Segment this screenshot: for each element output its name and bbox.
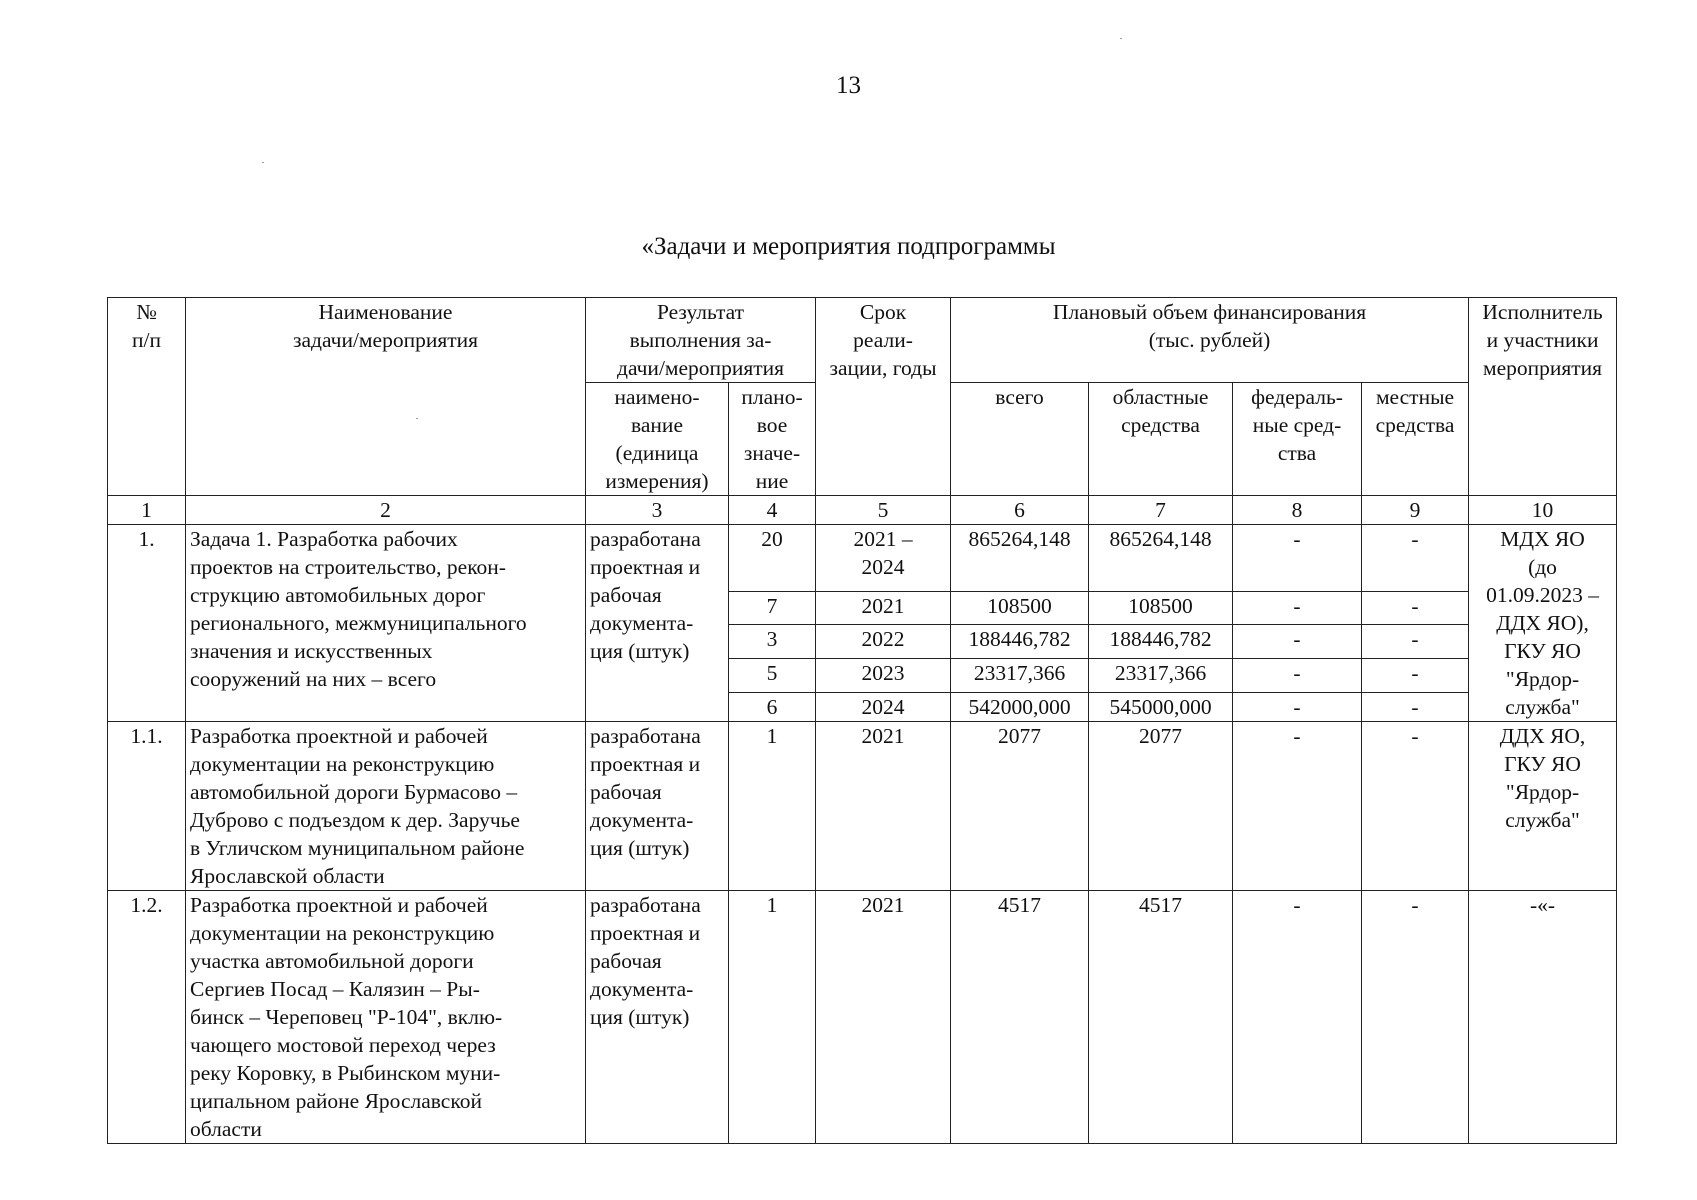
task-executor: МДХ ЯО (до 01.09.2023 – ДДХ ЯО), ГКУ ЯО "Ярдор- служба"	[1469, 525, 1617, 722]
task-period: 2024	[816, 693, 951, 722]
activity-num: 1.1.	[108, 722, 186, 891]
activity-regional: 2077	[1089, 722, 1233, 891]
activity-federal: -	[1233, 891, 1362, 1144]
column-number: 5	[816, 496, 951, 525]
task-federal: -	[1233, 625, 1362, 659]
task-total: 188446,782	[951, 625, 1089, 659]
header-total: всего	[951, 383, 1089, 496]
header-result-name: наимено- вание (единица измерения)	[586, 383, 729, 496]
column-numbers-row	[108, 496, 1617, 525]
tasks-table	[107, 297, 1617, 1144]
scan-speck	[1120, 38, 1122, 39]
activity-result: разработана проектная и рабочая документа- ция (штук)	[586, 722, 729, 891]
column-number: 8	[1233, 496, 1362, 525]
activity-total: 2077	[951, 722, 1089, 891]
task-period: 2022	[816, 625, 951, 659]
task-period: 2023	[816, 659, 951, 693]
task-result: разработана проектная и рабочая документа- ция (штук)	[586, 525, 729, 722]
header-regional: областные средства	[1089, 383, 1233, 496]
task-local: -	[1362, 693, 1469, 722]
task-local: -	[1362, 525, 1469, 592]
activity-name: Разработка проектной и рабочей документации на реконструкцию автомобильной дороги Бурмасово – Дуброво с подъездом к дер. Заручье в Угличском муниципальном районе Ярославской области	[186, 722, 586, 891]
task-federal: -	[1233, 525, 1362, 592]
header-name: Наименование задачи/мероприятия	[186, 298, 586, 496]
activity-executor: -«-	[1469, 891, 1617, 1144]
task-period: 2021	[816, 591, 951, 625]
activity-name: Разработка проектной и рабочей документации на реконструкцию участка автомобильной дороги Сергиев Посад – Калязин – Ры- бинск – Череповец "Р-104", вклю- чающего мостовой переход через реку Коровку, в Рыбинском муни- ципальном районе Ярославской области	[186, 891, 586, 1144]
activity-period: 2021	[816, 722, 951, 891]
activity-local: -	[1362, 891, 1469, 1144]
task-plan: 7	[729, 591, 816, 625]
column-number: 2	[186, 496, 586, 525]
task-row	[108, 525, 1617, 592]
activity-federal: -	[1233, 722, 1362, 891]
task-plan: 20	[729, 525, 816, 592]
column-number: 6	[951, 496, 1089, 525]
task-regional: 545000,000	[1089, 693, 1233, 722]
task-local: -	[1362, 659, 1469, 693]
column-number: 3	[586, 496, 729, 525]
header-local: местные средства	[1362, 383, 1469, 496]
task-name: Задача 1. Разработка рабочих проектов на строительство, рекон- струкцию автомобильных дорог регионального, межмуниципального значения и искусственных сооружений на них – всего	[186, 525, 586, 722]
task-total: 108500	[951, 591, 1089, 625]
task-regional: 188446,782	[1089, 625, 1233, 659]
column-number: 1	[108, 496, 186, 525]
header-num: № п/п	[108, 298, 186, 496]
task-federal: -	[1233, 591, 1362, 625]
column-number: 7	[1089, 496, 1233, 525]
header-row	[108, 298, 1617, 383]
column-number: 10	[1469, 496, 1617, 525]
task-regional: 108500	[1089, 591, 1233, 625]
activity-num: 1.2.	[108, 891, 186, 1144]
activity-period: 2021	[816, 891, 951, 1144]
activity-result: разработана проектная и рабочая документа- ция (штук)	[586, 891, 729, 1144]
task-total: 23317,366	[951, 659, 1089, 693]
task-total: 542000,000	[951, 693, 1089, 722]
task-plan: 5	[729, 659, 816, 693]
task-plan: 3	[729, 625, 816, 659]
task-local: -	[1362, 625, 1469, 659]
task-regional: 23317,366	[1089, 659, 1233, 693]
task-local: -	[1362, 591, 1469, 625]
activity-total: 4517	[951, 891, 1089, 1144]
activity-row	[108, 722, 1617, 891]
task-num: 1.	[108, 525, 186, 722]
document-title: «Задачи и мероприятия подпрограммы	[641, 233, 1056, 260]
task-total: 865264,148	[951, 525, 1089, 592]
activity-row	[108, 891, 1617, 1144]
task-federal: -	[1233, 693, 1362, 722]
header-result-plan: плано- вое значе- ние	[729, 383, 816, 496]
header-period: Срок реали- зации, годы	[816, 298, 951, 496]
column-number: 4	[729, 496, 816, 525]
header-finance: Плановый объем финансирования (тыс. рублей)	[951, 298, 1469, 383]
task-period: 2021 – 2024	[816, 525, 951, 592]
activity-executor: ДДХ ЯО, ГКУ ЯО "Ярдор- служба"	[1469, 722, 1617, 891]
task-federal: -	[1233, 659, 1362, 693]
activity-plan: 1	[729, 722, 816, 891]
page-number: 13	[836, 72, 861, 99]
scan-speck	[262, 162, 264, 163]
task-regional: 865264,148	[1089, 525, 1233, 592]
activity-plan: 1	[729, 891, 816, 1144]
header-executor: Исполнитель и участники мероприятия	[1469, 298, 1617, 496]
activity-regional: 4517	[1089, 891, 1233, 1144]
task-plan: 6	[729, 693, 816, 722]
column-number: 9	[1362, 496, 1469, 525]
activity-local: -	[1362, 722, 1469, 891]
header-federal: федераль- ные сред- ства	[1233, 383, 1362, 496]
header-result: Результат выполнения за- дачи/мероприятия	[586, 298, 816, 383]
